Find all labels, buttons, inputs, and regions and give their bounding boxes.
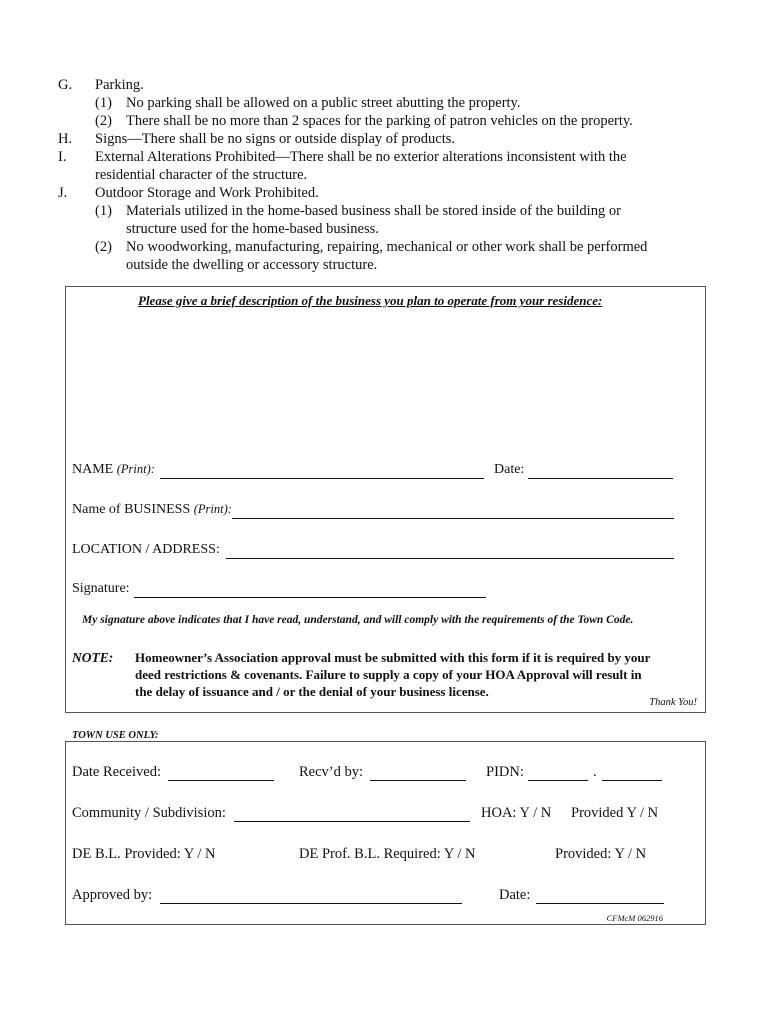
pidn-part2-input[interactable] [602, 764, 662, 781]
signature-label: Signature: [72, 581, 130, 596]
rule-g-marker: G. [58, 77, 73, 93]
date-input[interactable] [528, 462, 673, 479]
note-line-3: the delay of issuance and / or the denial of your business license. [135, 684, 489, 699]
approved-by-label: Approved by: [72, 887, 153, 903]
community-label: Community / Subdivision: [72, 805, 226, 821]
name-label: NAME (Print): [72, 462, 155, 477]
recvd-by-label: Recv’d by: [299, 764, 364, 780]
rule-j1-line2: structure used for the home-based business. [126, 221, 379, 237]
rule-h-text: Signs—There shall be no signs or outside display of products. [95, 131, 456, 147]
community-input[interactable] [234, 805, 470, 822]
rule-j-text: Outdoor Storage and Work Prohibited. [95, 185, 319, 201]
description-prompt: Please give a brief description of the business you plan to operate from your residence: [138, 293, 603, 308]
location-label: LOCATION / ADDRESS: [72, 542, 220, 557]
pidn-part1-input[interactable] [528, 764, 588, 781]
rule-j1-marker: (1) [95, 203, 112, 219]
recvd-by-input[interactable] [370, 764, 466, 781]
signature-note: My signature above indicates that I have read, understand, and will comply with the requirements of the Town Code. [82, 614, 634, 626]
note-line-2: deed restrictions & covenants. Failure to supply a copy of your HOA Approval will result in [135, 667, 642, 682]
de-prof-bl-required: DE Prof. B.L. Required: Y / N [299, 846, 476, 862]
pidn-dot: . [593, 764, 597, 780]
town-use-box [65, 741, 706, 925]
date-received-input[interactable] [168, 764, 274, 781]
thank-you: Thank You! [649, 697, 697, 708]
hoa-yn: HOA: Y / N [481, 805, 552, 821]
note-label: NOTE: [72, 650, 114, 665]
approved-by-input[interactable] [160, 887, 462, 904]
business-name-label: Name of BUSINESS (Print): [72, 502, 232, 517]
town-use-header: TOWN USE ONLY: [72, 730, 159, 741]
rule-j2-line2: outside the dwelling or accessory structure. [126, 257, 378, 273]
rule-j2-line1: No woodworking, manufacturing, repairing, mechanical or other work shall be performed [126, 239, 648, 255]
provided-yn-1: Provided Y / N [571, 805, 659, 821]
town-date-input[interactable] [536, 887, 664, 904]
de-bl-provided: DE B.L. Provided: Y / N [72, 846, 216, 862]
rule-j2-marker: (2) [95, 239, 112, 255]
rule-h-marker: H. [58, 131, 73, 147]
signature-input[interactable] [134, 581, 486, 598]
rule-j-marker: J. [58, 185, 68, 201]
location-input[interactable] [226, 542, 674, 559]
date-received-label: Date Received: [72, 764, 161, 780]
rule-g1-marker: (1) [95, 95, 112, 111]
rule-g1-text: No parking shall be allowed on a public street abutting the property. [126, 95, 521, 111]
date-label: Date: [494, 462, 525, 477]
form-code: CFMcM 062916 [606, 913, 663, 923]
rule-i-line2: residential character of the structure. [95, 167, 308, 183]
applicant-box [65, 286, 706, 713]
rule-g2-text: There shall be no more than 2 spaces for the parking of patron vehicles on the property. [126, 113, 633, 129]
rule-i-line1: External Alterations Prohibited—There shall be no exterior alterations inconsistent with the [95, 149, 627, 165]
rule-g2-marker: (2) [95, 113, 112, 129]
name-input[interactable] [160, 462, 484, 479]
rule-g-text: Parking. [95, 77, 144, 93]
rule-i-marker: I. [58, 149, 67, 165]
town-date-label: Date: [499, 887, 531, 903]
rule-j1-line1: Materials utilized in the home-based business shall be stored inside of the building or [126, 203, 621, 219]
provided-yn-2: Provided: Y / N [555, 846, 647, 862]
business-name-input[interactable] [232, 502, 674, 519]
pidn-label: PIDN: [486, 764, 524, 780]
note-line-1: Homeowner’s Association approval must be submitted with this form if it is required by your [135, 650, 651, 665]
business-description-textarea[interactable] [74, 315, 698, 459]
